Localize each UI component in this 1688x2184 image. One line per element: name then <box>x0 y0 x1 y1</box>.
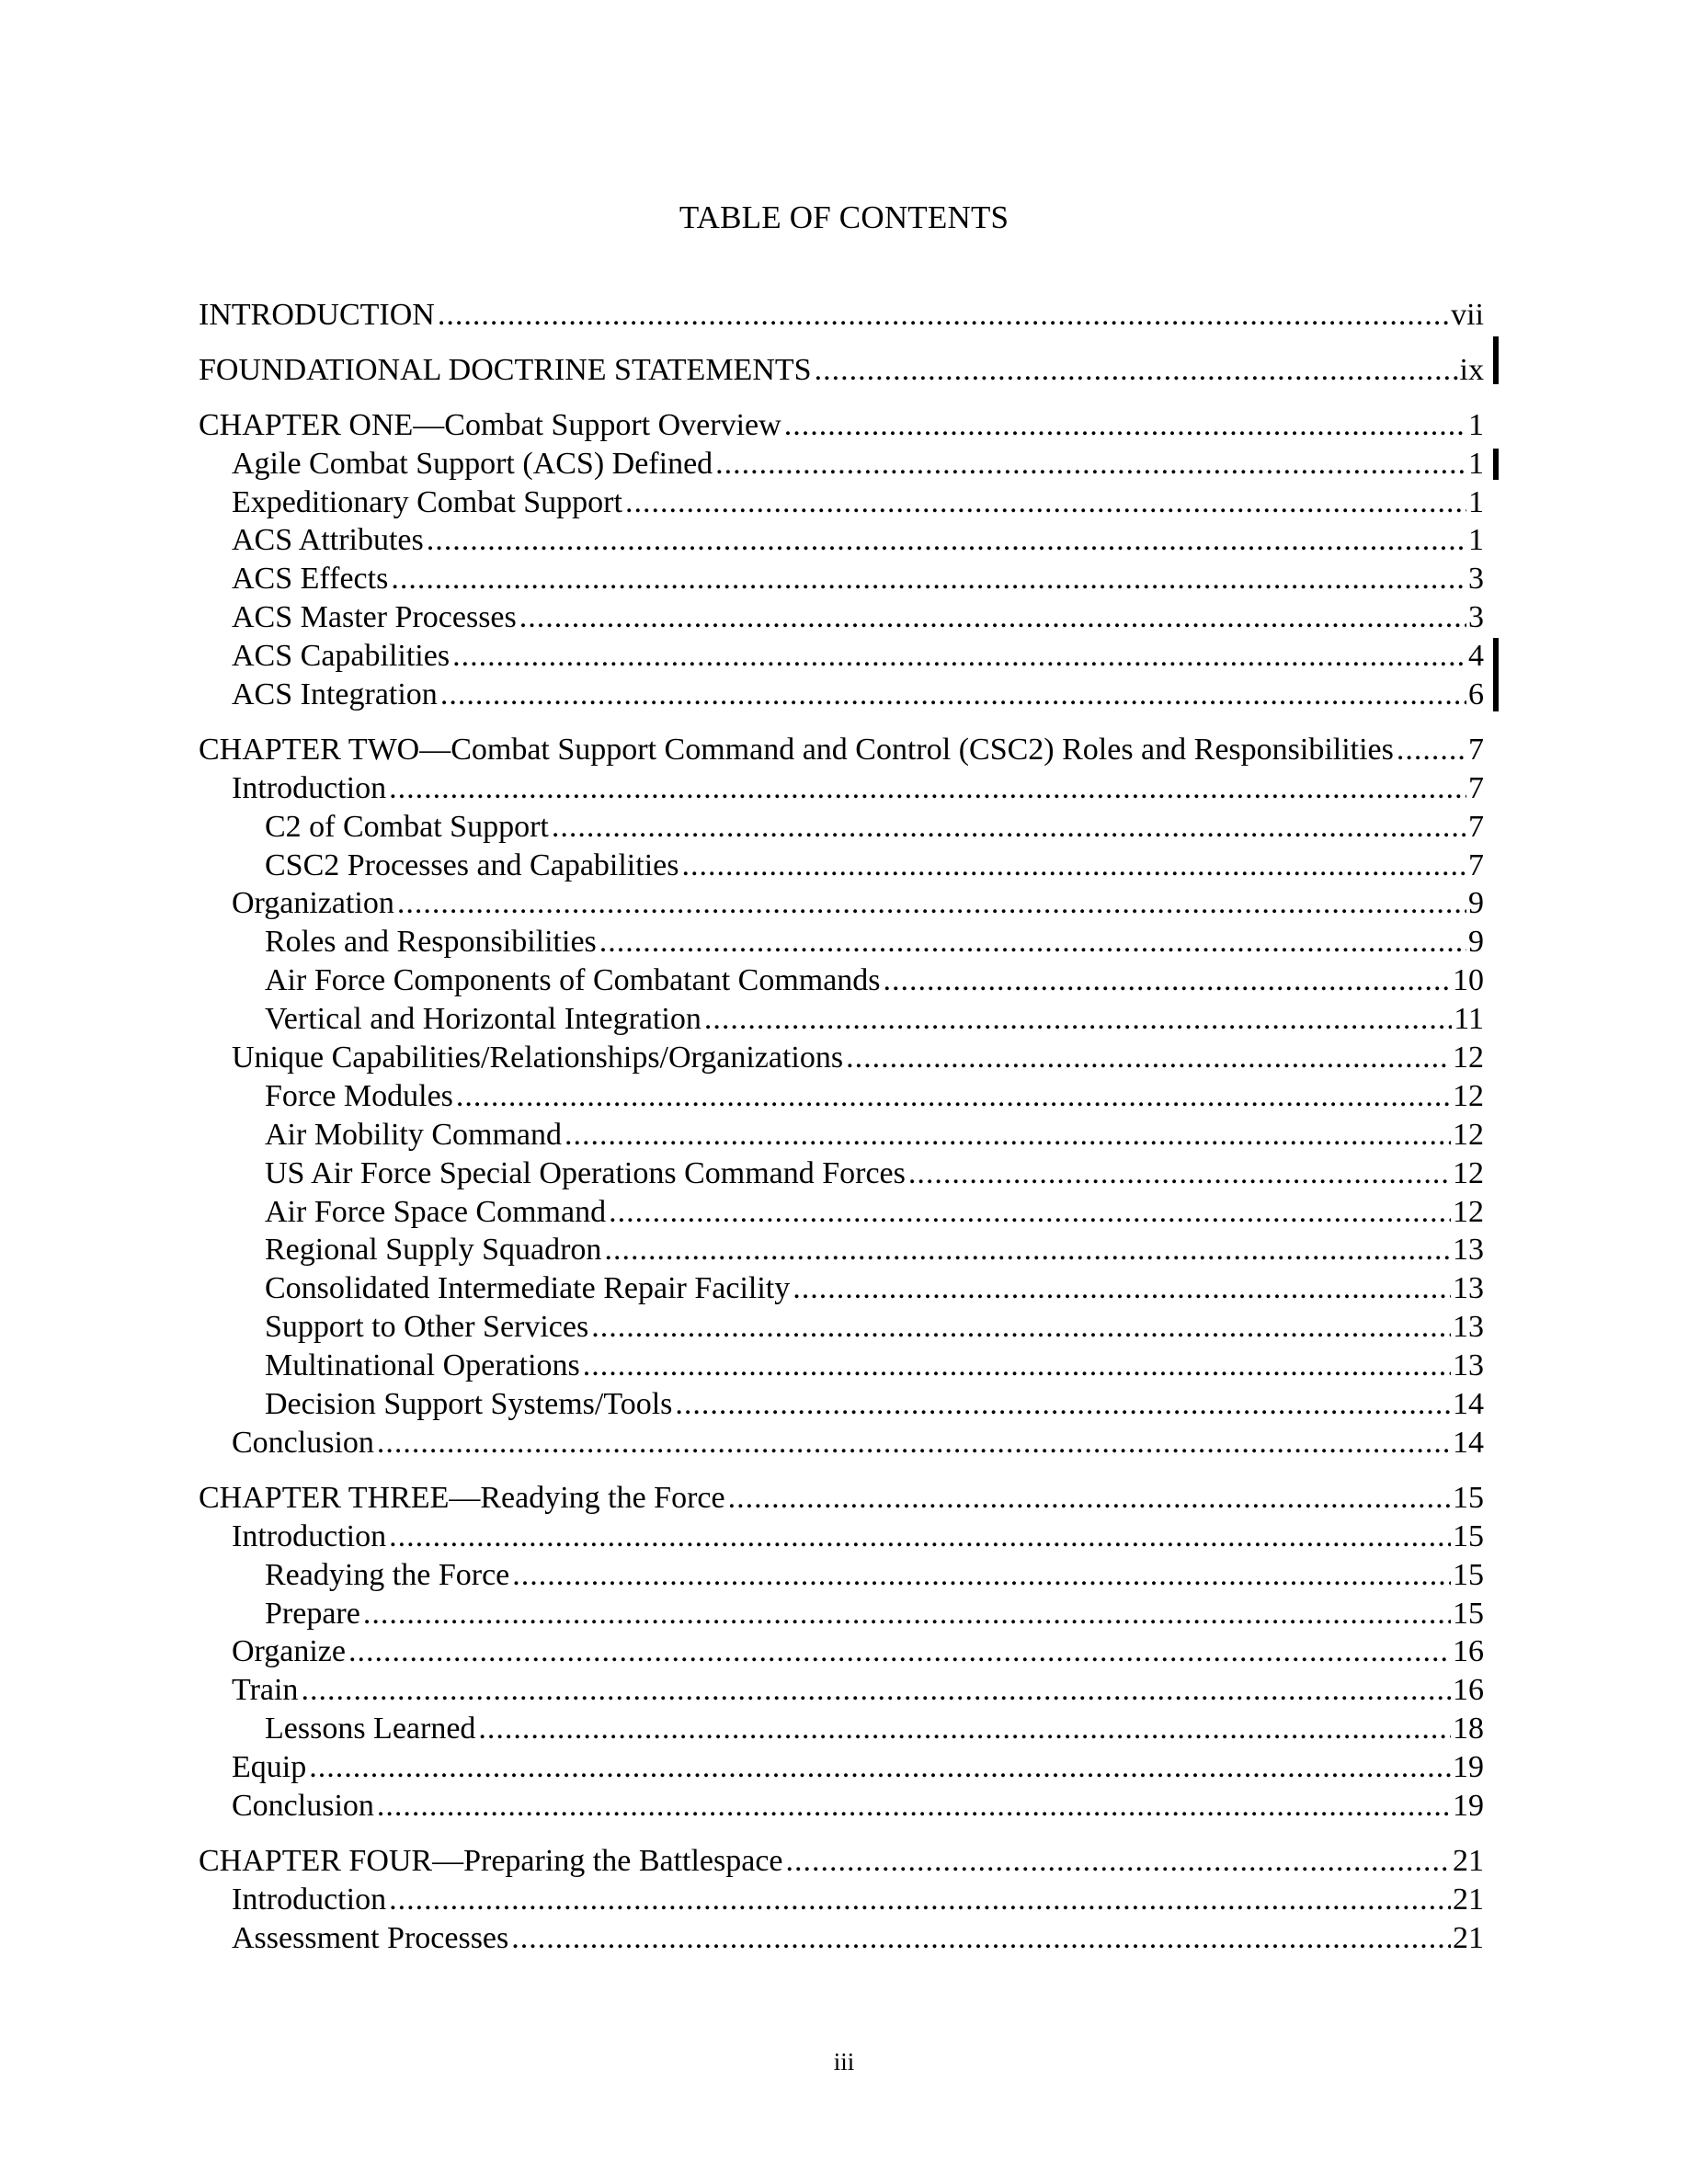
toc-entry-label: Lessons Learned <box>265 1712 476 1746</box>
toc-entry-label: Prepare <box>265 1596 360 1631</box>
toc-entry[interactable] <box>199 1748 1484 1787</box>
toc-entry[interactable] <box>199 1347 1484 1385</box>
toc-entry-page: 10 <box>1453 963 1484 998</box>
dot-leader <box>625 483 1466 522</box>
dot-leader <box>301 1671 1451 1710</box>
toc-entry-page: 18 <box>1453 1712 1484 1746</box>
dot-leader <box>675 1385 1451 1424</box>
toc-entry-label: CHAPTER THREE—Readying the Force <box>199 1480 725 1515</box>
toc-entry[interactable] <box>199 296 1484 335</box>
toc-entry-label: Introduction <box>232 1882 387 1917</box>
toc-entry-page: 19 <box>1453 1750 1484 1785</box>
dot-leader <box>884 961 1451 1000</box>
dot-leader <box>815 351 1458 390</box>
toc-entry[interactable] <box>199 1077 1484 1116</box>
toc-entry[interactable] <box>199 1919 1484 1958</box>
dot-leader <box>784 406 1466 445</box>
toc-entry-label: CHAPTER ONE—Combat Support Overview <box>199 407 781 442</box>
toc-entry-label: ACS Integration <box>232 677 438 712</box>
toc-entry-label: Introduction <box>232 770 387 805</box>
toc-entry-page: 14 <box>1453 1425 1484 1460</box>
dot-leader <box>377 1787 1451 1826</box>
toc-entry[interactable] <box>199 1881 1484 1919</box>
dot-leader <box>908 1155 1451 1193</box>
toc-entry-label: Conclusion <box>232 1425 374 1460</box>
dot-leader <box>1397 731 1466 769</box>
toc-entry-page: 1 <box>1468 407 1484 442</box>
toc-entry-label: Air Force Space Command <box>265 1194 607 1229</box>
toc-entry-page: 3 <box>1468 562 1484 597</box>
toc-entry[interactable] <box>199 731 1484 769</box>
toc-entry-page: 7 <box>1468 770 1484 805</box>
toc-entry-page: 7 <box>1468 847 1484 882</box>
toc-entry-label: ACS Attributes <box>232 523 424 558</box>
toc-entry-page: 3 <box>1468 600 1484 635</box>
toc-entry[interactable] <box>199 1193 1484 1232</box>
dot-leader <box>389 1881 1451 1919</box>
toc-entry-label: CSC2 Processes and Capabilities <box>265 847 679 882</box>
dot-leader <box>728 1479 1451 1518</box>
dot-leader <box>793 1269 1451 1308</box>
dot-leader <box>440 676 1466 714</box>
toc-entry-label: Readying the Force <box>265 1557 510 1592</box>
toc-entry-page: 1 <box>1468 484 1484 519</box>
toc-entry-label: Organize <box>232 1634 346 1669</box>
toc-entry-label: Conclusion <box>232 1788 374 1823</box>
table-of-contents <box>199 296 1484 1958</box>
dot-leader <box>389 1518 1451 1556</box>
toc-entry-label: Unique Capabilities/Relationships/Organizations <box>232 1041 844 1075</box>
toc-entry[interactable] <box>199 808 1484 847</box>
dot-leader <box>389 769 1466 808</box>
toc-entry-page: 4 <box>1468 639 1484 674</box>
toc-entry-label: ACS Master Processes <box>232 600 517 635</box>
toc-entry-label: Roles and Responsibilities <box>265 925 597 960</box>
toc-entry[interactable] <box>199 1710 1484 1748</box>
toc-entry-page: 12 <box>1453 1078 1484 1113</box>
toc-entry-page: 21 <box>1453 1843 1484 1878</box>
dot-leader <box>348 1632 1451 1671</box>
dot-leader <box>511 1919 1451 1958</box>
toc-entry-page: vii <box>1451 298 1484 332</box>
dot-leader <box>599 923 1466 961</box>
toc-entry[interactable] <box>199 1308 1484 1347</box>
toc-entry-page: 1 <box>1468 523 1484 558</box>
toc-entry-page: 21 <box>1453 1920 1484 1955</box>
toc-entry-label: Expeditionary Combat Support <box>232 484 622 519</box>
change-bar <box>1493 336 1499 384</box>
toc-entry-page: 16 <box>1453 1673 1484 1708</box>
toc-entry[interactable] <box>199 1269 1484 1308</box>
toc-entry[interactable] <box>199 1424 1484 1462</box>
dot-leader <box>715 445 1466 483</box>
toc-entry-label: Introduction <box>232 1519 387 1553</box>
toc-entry-label: INTRODUCTION <box>199 298 435 332</box>
dot-leader <box>363 1595 1451 1633</box>
toc-entry-label: Agile Combat Support (ACS) Defined <box>232 446 713 481</box>
dot-leader <box>591 1308 1451 1347</box>
dot-leader <box>309 1748 1451 1787</box>
toc-entry-label: US Air Force Special Operations Command Forces <box>265 1155 906 1190</box>
toc-entry-page: 12 <box>1453 1117 1484 1152</box>
toc-entry-label: Support to Other Services <box>265 1310 589 1345</box>
toc-entry-label: ACS Capabilities <box>232 639 451 674</box>
toc-entry[interactable] <box>199 1787 1484 1826</box>
toc-entry[interactable] <box>199 1385 1484 1424</box>
toc-entry[interactable] <box>199 1632 1484 1671</box>
dot-leader <box>565 1116 1451 1155</box>
toc-entry-label: Force Modules <box>265 1078 453 1113</box>
toc-entry-label: C2 of Combat Support <box>265 809 549 844</box>
toc-entry-page: 9 <box>1468 886 1484 921</box>
toc-entry-page: 16 <box>1453 1634 1484 1669</box>
toc-entry-label: Equip <box>232 1750 307 1785</box>
dot-leader <box>452 637 1466 676</box>
toc-entry[interactable] <box>199 637 1484 676</box>
toc-entry[interactable] <box>199 351 1484 390</box>
toc-entry-page: 15 <box>1453 1519 1484 1553</box>
toc-entry[interactable] <box>199 1595 1484 1633</box>
toc-entry[interactable] <box>199 1000 1484 1039</box>
dot-leader <box>552 808 1466 847</box>
toc-entry-page: 13 <box>1453 1310 1484 1345</box>
dot-leader <box>456 1077 1451 1116</box>
toc-entry[interactable] <box>199 961 1484 1000</box>
toc-entry-label: Multinational Operations <box>265 1348 580 1383</box>
dot-leader <box>391 560 1466 598</box>
toc-entry[interactable] <box>199 1842 1484 1881</box>
toc-entry[interactable] <box>199 406 1484 445</box>
toc-entry-label: Air Force Components of Combatant Commands <box>265 963 881 998</box>
toc-entry-label: Decision Support Systems/Tools <box>265 1387 673 1422</box>
toc-entry[interactable] <box>199 923 1484 961</box>
toc-entry-label: Organization <box>232 886 394 921</box>
toc-entry-page: 15 <box>1453 1557 1484 1592</box>
toc-entry-page: 12 <box>1453 1194 1484 1229</box>
toc-entry-label: Consolidated Intermediate Repair Facility <box>265 1271 791 1306</box>
toc-entry[interactable] <box>199 560 1484 598</box>
toc-entry[interactable] <box>199 1671 1484 1710</box>
toc-entry[interactable] <box>199 884 1484 923</box>
dot-leader <box>786 1842 1451 1881</box>
toc-entry-label: ACS Effects <box>232 562 389 597</box>
toc-entry[interactable] <box>199 1479 1484 1518</box>
toc-entry[interactable] <box>199 445 1484 483</box>
dot-leader <box>397 884 1466 923</box>
toc-entry-page: 11 <box>1454 1002 1484 1037</box>
page-title: TABLE OF CONTENTS <box>679 199 1009 235</box>
toc-entry-label: Assessment Processes <box>232 1920 509 1955</box>
dot-leader <box>583 1347 1451 1385</box>
toc-entry[interactable] <box>199 598 1484 637</box>
toc-entry-page: 6 <box>1468 677 1484 712</box>
dot-leader <box>609 1193 1451 1232</box>
toc-entry-page: 12 <box>1453 1041 1484 1075</box>
toc-entry-label: CHAPTER TWO—Combat Support Command and Control (CSC2) Roles and Responsibilities <box>199 732 1394 767</box>
toc-entry-page: 7 <box>1468 809 1484 844</box>
toc-entry[interactable] <box>199 521 1484 560</box>
toc-entry-page: 9 <box>1468 925 1484 960</box>
toc-entry[interactable] <box>199 847 1484 885</box>
dot-leader <box>519 598 1466 637</box>
toc-entry[interactable] <box>199 1039 1484 1077</box>
dot-leader <box>512 1556 1451 1595</box>
dot-leader <box>438 296 1449 335</box>
dot-leader <box>604 1231 1451 1269</box>
toc-entry[interactable] <box>199 1155 1484 1193</box>
dot-leader <box>704 1000 1452 1039</box>
toc-entry-label: CHAPTER FOUR—Preparing the Battlespace <box>199 1843 783 1878</box>
toc-entry-label: Regional Supply Squadron <box>265 1233 602 1268</box>
toc-entry[interactable] <box>199 769 1484 808</box>
toc-entry-page: 12 <box>1453 1155 1484 1190</box>
dot-leader <box>846 1039 1451 1077</box>
toc-entry[interactable] <box>199 483 1484 522</box>
toc-entry-page: 7 <box>1468 732 1484 767</box>
toc-entry-page: 14 <box>1453 1387 1484 1422</box>
page-number: iii <box>833 2048 855 2076</box>
toc-entry[interactable] <box>199 1518 1484 1556</box>
toc-entry[interactable] <box>199 1231 1484 1269</box>
dot-leader <box>681 847 1466 885</box>
dot-leader <box>427 521 1466 560</box>
toc-entry-page: ix <box>1459 352 1484 387</box>
toc-entry-page: 15 <box>1453 1480 1484 1515</box>
toc-entry[interactable] <box>199 676 1484 714</box>
change-bar <box>1493 638 1499 711</box>
toc-entry-label: FOUNDATIONAL DOCTRINE STATEMENTS <box>199 352 812 387</box>
toc-entry-page: 13 <box>1453 1233 1484 1268</box>
toc-entry-page: 21 <box>1453 1882 1484 1917</box>
dot-leader <box>377 1424 1451 1462</box>
change-bar <box>1493 449 1499 480</box>
toc-entry-label: Vertical and Horizontal Integration <box>265 1002 701 1037</box>
dot-leader <box>478 1710 1451 1748</box>
toc-entry-page: 13 <box>1453 1348 1484 1383</box>
toc-entry-page: 13 <box>1453 1271 1484 1306</box>
toc-entry-page: 1 <box>1468 446 1484 481</box>
toc-entry-label: Train <box>232 1673 299 1708</box>
toc-entry-page: 19 <box>1453 1788 1484 1823</box>
toc-entry-page: 15 <box>1453 1596 1484 1631</box>
toc-entry[interactable] <box>199 1116 1484 1155</box>
toc-entry[interactable] <box>199 1556 1484 1595</box>
toc-entry-label: Air Mobility Command <box>265 1117 562 1152</box>
